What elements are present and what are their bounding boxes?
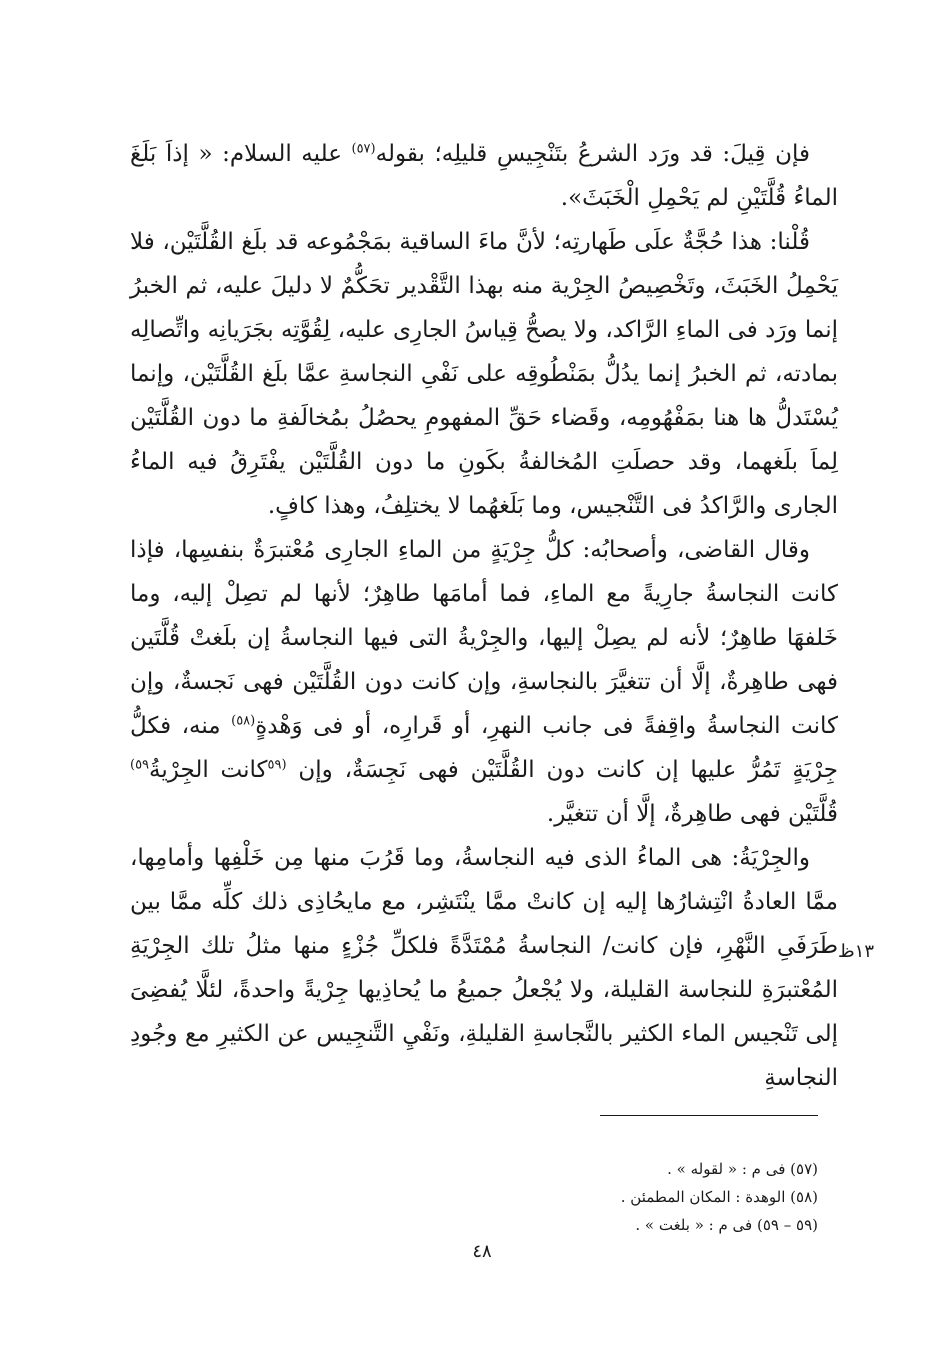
paragraph-3-text-c: كانت الجِرْيةُ xyxy=(149,757,268,783)
footnote-ref-59-close: ٥٩) xyxy=(130,757,150,773)
footnote-ref-58: (٥٨) xyxy=(231,713,256,729)
paragraph-3 xyxy=(130,528,838,836)
paragraph-3-text-b: منه، فكلُّ جِرْيَةٍ تَمُرُّ عليها إن كانت دون القُلَّتَيْن فهى نَجِسَةٌ، وإن xyxy=(130,713,839,783)
paragraph-1-text-a: فإن قِيلَ: قد ورَد الشرعُ بتَنْجِيسِ قليلِه؛ بقوله xyxy=(375,141,810,167)
footnote-ref-57: (٥٧) xyxy=(351,141,376,157)
footnote-58: (٥٨) الوهدة : المكان المطمئن . xyxy=(620,1188,818,1206)
paragraph-2: قُلْنا: هذا حُجَّةٌ علَى طَهارتِه؛ لأنَّ ماءَ الساقية بمَجْمُوعه قد بلَغ القُلَّتَيْن، فلا يَحْمِلُ الخَبَثَ، وتَخْصِيصُ الجِرْية منه بهذا التَّقْدير تحَكُّمٌ لا دليلَ عليه، ثم الخبرُ إنما ورَد فى الماءِ الرَّاكد، ولا يصحُّ قِياسُ الجارِى عليه، لِقُوَّتِه بجَرَيانِه واتِّصالِه بمادته، ثم الخبرُ إنما يدُلُّ بمَنْطُوقِه على نَفْىِ النجاسةِ عمَّا بلَغ القُلَّتَيْن، وإنما يُسْتَدلُّ ها هنا بمَفْهُومِه، وقَضاء حَقِّ المفهومِ يحصُلُ بمُخالَفةِ ما دون القُلَّتَيْن لِماَ بلَغهما، وقد حصلَتِ المُخالفةُ بكَونِ ما دون القُلَّتَيْن يفْتَرِقُ فيه الماءُ الجارى والرَّاكدُ فى التَّنْجيس، وما بَلَغهُما لا يختلِفُ، وهذا كافٍ. xyxy=(130,229,838,519)
footnote-59: (٥٩ – ٥٩) فى م : « بلغت » . xyxy=(635,1216,818,1234)
margin-folio-note: ١٣ظ xyxy=(838,941,874,962)
footnote-ref-59-open: (٥٩ xyxy=(267,757,287,773)
footnotes xyxy=(440,1155,818,1239)
main-text-body xyxy=(130,132,838,1100)
paragraph-1-text-b: عليه السلام: « إذاَ بَلَغَ الماءُ قُلَّتَيْنِ لم يَحْمِلِ الْخَبَثَ». xyxy=(130,141,838,211)
paragraph-3-text-d: قُلَّتَيْن فهى طاهِرةٌ، إلَّا أن تتغيَّر. xyxy=(546,801,838,827)
footnote-57: (٥٧) فى م : « لقوله » . xyxy=(667,1160,818,1178)
page-number: ٤٨ xyxy=(472,1241,492,1262)
paragraph-1 xyxy=(130,132,838,220)
paragraph-3-text-a: وقال القاضى، وأصحابُه: كلُّ جِرْيَةٍ من الماءِ الجارِى مُعْتبرَةٌ بنفسِها، فإذا كانت النجاسةُ جارِيةً مع الماءِ، فما أمامَها طاهِرٌ؛ لأنها لم تصِلْ إليه، وما خَلفهَا طاهِرٌ؛ لأنه لم يصِلْ إليها، والجِرْيةُ التى فيها النجاسةُ إن بلَغتْ قُلَّتَين فهى طاهِرةٌ، إلَّا أن تتغيَّرَ بالنجاسةِ، وإن كانت دون القُلَّتَيْن فهى نَجسةٌ، وإن كانت النجاسةُ واقِفةً فى جانب النهرِ، أو قَرارِه، أو فى وَهْدةٍ xyxy=(130,537,838,739)
footnote-divider xyxy=(600,1115,818,1116)
paragraph-4: والجِرْيَةُ: هى الماءُ الذى فيه النجاسةُ، وما قَرُبَ منها مِن خَلْفِها وأمامِها، ممَّا العادةُ انْتِشارُها إليه إن كانتْ ممَّا ينْتَشِر، مع مايحُاذِى ذلك كلِّه ممَّا بين طَرَفَىِ النَّهْرِ، فإن كانت/ النجاسةُ مُمْتَدَّةً فلكلِّ جُزْءٍ منها مثلُ تلك الجِرْيَةِ المُعْتبرَةِ للنجاسة القليلة، ولا يُجْعلُ جميعُ ما يُحاذِيها جِرْيةً واحدةً، لئلَّا يُفضِىَ إلى تَنْجيس الماء الكثير بالنَّجاسةِ القليلةِ، ونَفْيِ التَّنجِيس عن الكثيرِ مع وجُودِ النجاسةِ xyxy=(130,845,838,1091)
